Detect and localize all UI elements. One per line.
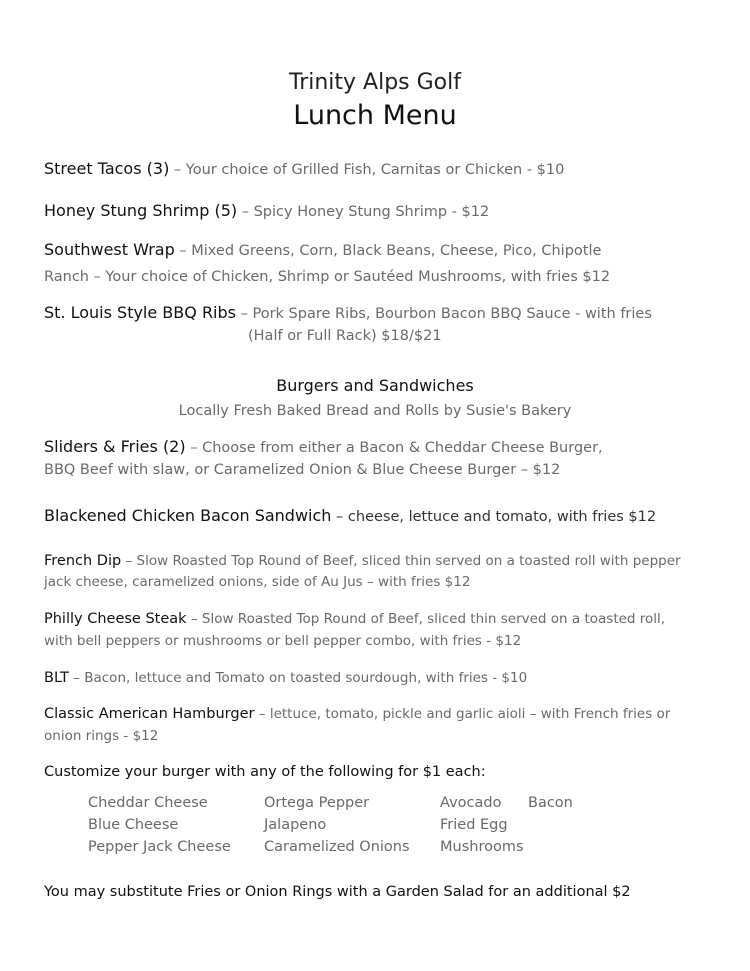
item-name: Street Tacos (3) xyxy=(44,159,170,178)
menu-item-southwest-wrap xyxy=(44,239,601,262)
topping: Mushrooms xyxy=(440,839,524,855)
substitution-note: You may substitute Fries or Onion Rings with a Garden Salad for an additional $2 xyxy=(44,884,631,900)
item-desc: – Slow Roasted Top Round of Beef, sliced thin served on a toasted roll, xyxy=(186,611,666,627)
item-desc: – Bacon, lettuce and Tomato on toasted sourdough, with fries - $10 xyxy=(68,670,528,686)
item-name: Sliders & Fries (2) xyxy=(44,437,186,456)
customize-heading: Customize your burger with any of the following for $1 each: xyxy=(44,764,486,780)
item-desc-cont: Ranch – Your choice of Chicken, Shrimp or Sautéed Mushrooms, with fries $12 xyxy=(44,269,611,285)
item-desc: – lettuce, tomato, pickle and garlic aioli – with French fries or xyxy=(254,706,671,722)
item-desc: – Mixed Greens, Corn, Black Beans, Cheese, Pico, Chipotle xyxy=(174,243,602,259)
topping: Pepper Jack Cheese xyxy=(88,839,231,855)
item-desc: – Pork Spare Ribs, Bourbon Bacon BBQ Sauce - with fries xyxy=(236,306,652,322)
topping: Jalapeno xyxy=(264,817,327,833)
item-name: BLT xyxy=(44,670,69,686)
item-desc: – Your choice of Grilled Fish, Carnitas or Chicken - $10 xyxy=(169,162,565,178)
item-desc: – cheese, lettuce and tomato, with fries $12 xyxy=(331,509,657,525)
menu-item-street-tacos xyxy=(44,158,564,181)
item-desc: – Choose from either a Bacon & Cheddar Cheese Burger, xyxy=(185,440,603,456)
topping: Cheddar Cheese xyxy=(88,795,208,811)
item-name: Classic American Hamburger xyxy=(44,706,255,722)
item-desc-cont: onion rings - $12 xyxy=(44,728,159,744)
menu-title: Lunch Menu xyxy=(293,100,457,131)
item-desc-cont: jack cheese, caramelized onions, side of Au Jus – with fries $12 xyxy=(44,574,471,590)
topping: Fried Egg xyxy=(440,817,508,833)
item-desc: – Spicy Honey Stung Shrimp - $12 xyxy=(237,204,490,220)
topping: Caramelized Onions xyxy=(264,839,410,855)
section-subtitle: Locally Fresh Baked Bread and Rolls by Susie's Bakery xyxy=(178,403,572,419)
item-name: French Dip xyxy=(44,553,122,569)
item-desc: – Slow Roasted Top Round of Beef, sliced thin served on a toasted roll with pepper xyxy=(121,553,681,569)
section-title: Burgers and Sandwiches xyxy=(276,376,474,395)
menu-item-blackened-chicken xyxy=(44,505,656,528)
item-name: Philly Cheese Steak xyxy=(44,611,187,627)
topping: Avocado xyxy=(440,795,502,811)
item-name: Blackened Chicken Bacon Sandwich xyxy=(44,506,332,525)
restaurant-name: Trinity Alps Golf xyxy=(288,70,461,95)
item-name: Honey Stung Shrimp (5) xyxy=(44,201,238,220)
menu-item-blt xyxy=(44,666,527,689)
item-name: St. Louis Style BBQ Ribs xyxy=(44,303,236,322)
topping: Bacon xyxy=(528,795,573,811)
menu-item-french-dip xyxy=(44,549,681,572)
item-desc-cont: (Half or Full Rack) $18/$21 xyxy=(248,328,442,344)
topping: Blue Cheese xyxy=(88,817,179,833)
menu-item-sliders xyxy=(44,436,603,459)
topping: Ortega Pepper xyxy=(264,795,370,811)
item-name: Southwest Wrap xyxy=(44,240,175,259)
menu-item-bbq-ribs xyxy=(44,302,652,325)
item-desc-cont: BBQ Beef with slaw, or Caramelized Onion & Blue Cheese Burger – $12 xyxy=(44,462,561,478)
menu-item-honey-stung-shrimp xyxy=(44,200,489,223)
item-desc-cont: with bell peppers or mushrooms or bell pepper combo, with fries - $12 xyxy=(44,633,522,649)
menu-item-philly xyxy=(44,607,665,630)
menu-item-classic-hamburger xyxy=(44,702,670,725)
